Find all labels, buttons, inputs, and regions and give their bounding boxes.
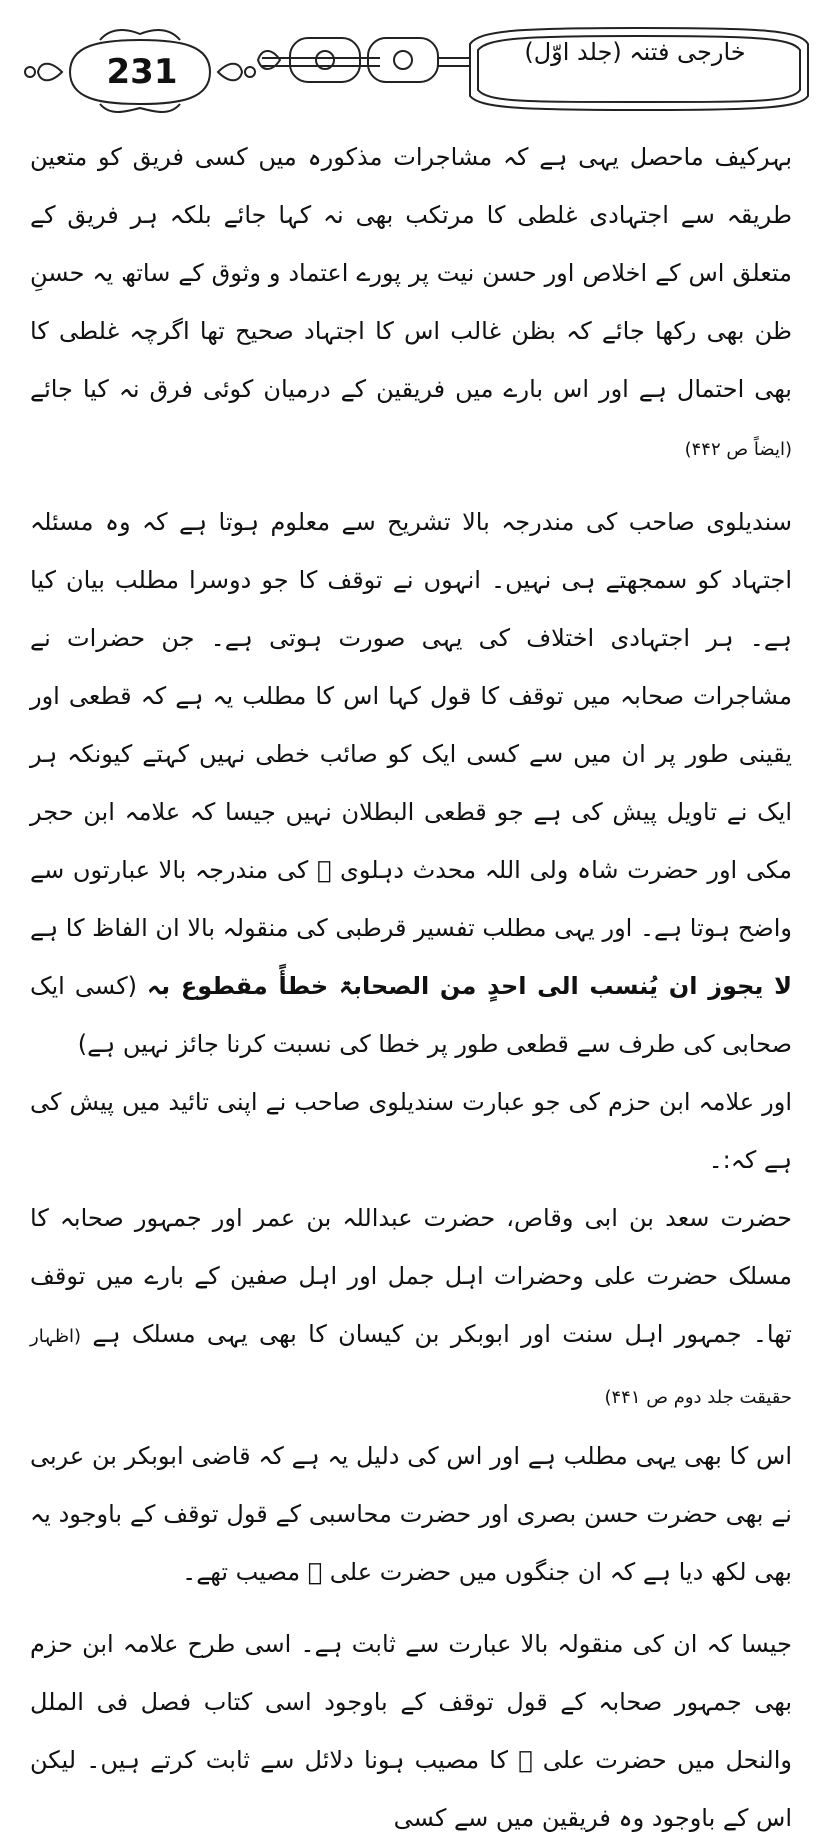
- arabic-quote: لا یجوز ان یُنسب الی احدٍ من الصحابۃ خطأً مقطوع بہ: [147, 972, 792, 1000]
- paragraph-3: [30, 1073, 792, 1189]
- paragraph-4-text: حضرت سعد بن ابی وقاص، حضرت عبداللہ بن عمر اور جمہور صحابہ کا مسلک حضرت علی وحضرات اہل جمل اور اہل صفین کے بارے میں توقف تھا۔ جمہور اہل سنت اور ابوبکر بن کیسان کا بھی یہی مسلک ہے: [30, 1204, 792, 1348]
- paragraph-6-text: جیسا کہ ان کی منقولہ بالا عبارت سے ثابت ہے۔ اسی طرح علامہ ابن حزم بھی جمہور صحابہ کے قول توقف کے باوجود اسی کتاب فصل فی الملل والنحل میں حضرت علی ﷛ کا مصیب ہونا دلائل سے ثابت کرتے ہیں۔ لیکن اس کے باوجود وہ فریقین میں سے کسی: [30, 1630, 792, 1832]
- page-header: [0, 0, 818, 115]
- paragraph-4: [30, 1189, 792, 1427]
- paragraph-1: [30, 128, 792, 479]
- paragraph-5: [30, 1427, 792, 1601]
- paragraph-3-text: اور علامہ ابن حزم کی جو عبارت سندیلوی صاحب نے اپنی تائید میں پیش کی ہے کہ:۔: [30, 1088, 792, 1174]
- page-body: [30, 128, 792, 1847]
- paragraph-2-translation: (کسی ایک صحابی کی طرف سے قطعی طور پر خطا کی نسبت کرنا جائز نہیں ہے): [30, 972, 792, 1058]
- book-title: خارجی فتنہ (جلد اوّل): [524, 38, 746, 66]
- paragraph-5-text: اس کا بھی یہی مطلب ہے اور اس کی دلیل یہ ہے کہ قاضی ابوبکر بن عربی نے بھی حضرت حسن بصری اور حضرت محاسبی کے قول توقف کے باوجود یہ بھی لکھ دیا ہے کہ ان جنگوں میں حضرت علی ﷛ مصیب تھے۔: [30, 1442, 792, 1586]
- paragraph-2: [30, 493, 792, 1073]
- paragraph-6: [30, 1615, 792, 1847]
- paragraph-2-text: سندیلوی صاحب کی مندرجہ بالا تشریح سے معلوم ہوتا ہے کہ وہ مسئلہ اجتہاد کو سمجھتے ہی نہیں۔ انہوں نے توقف کا جو دوسرا مطلب بیان کیا ہے۔ ہر اجتہادی اختلاف کی یہی صورت ہوتی ہے۔ جن حضرات نے مشاجرات صحابہ میں توقف کا قول کہا اس کا مطلب یہ ہے کہ قطعی اور یقینی طور پر ان میں سے کسی ایک کو صائب خطی نہیں کہتے کیونکہ ہر ایک نے تاویل پیش کی ہے جو قطعی البطلان نہیں جیسا کہ علامہ ابن حجر مکی اور حضرت شاہ ولی اللہ محدث دہلوی ﷫ کی مندرجہ بالا عبارتوں سے واضح ہوتا ہے۔ اور یہی مطلب تفسیر قرطبی کی منقولہ بالا ان الفاظ کا ہے: [30, 508, 792, 942]
- central-ornament-icon: [258, 38, 470, 82]
- page-number: 231: [106, 52, 178, 92]
- paragraph-1-text: بہرکیف ماحصل یہی ہے کہ مشاجرات مذکورہ میں کسی فریق کو متعین طریقہ سے اجتہادی غلطی کا مرتکب بھی نہ کہا جائے بلکہ ہر فریق کے متعلق اس کے اخلاص اور حسن نیت پر پورے اعتماد و وثوق کے ساتھ یہ حسنِ ظن بھی رکھا جائے کہ بظن غالب اس کا اجتہاد صحیح تھا اگرچہ غلطی کا بھی احتمال ہے اور اس بارے میں فریقین کے درمیان کوئی فرق نہ کیا جائے: [30, 143, 792, 403]
- citation-2: (اظہار حقیقت جلد دوم ص ۴۴۱): [30, 1326, 792, 1408]
- citation-1: (ایضاً ص ۴۴۲): [684, 439, 792, 460]
